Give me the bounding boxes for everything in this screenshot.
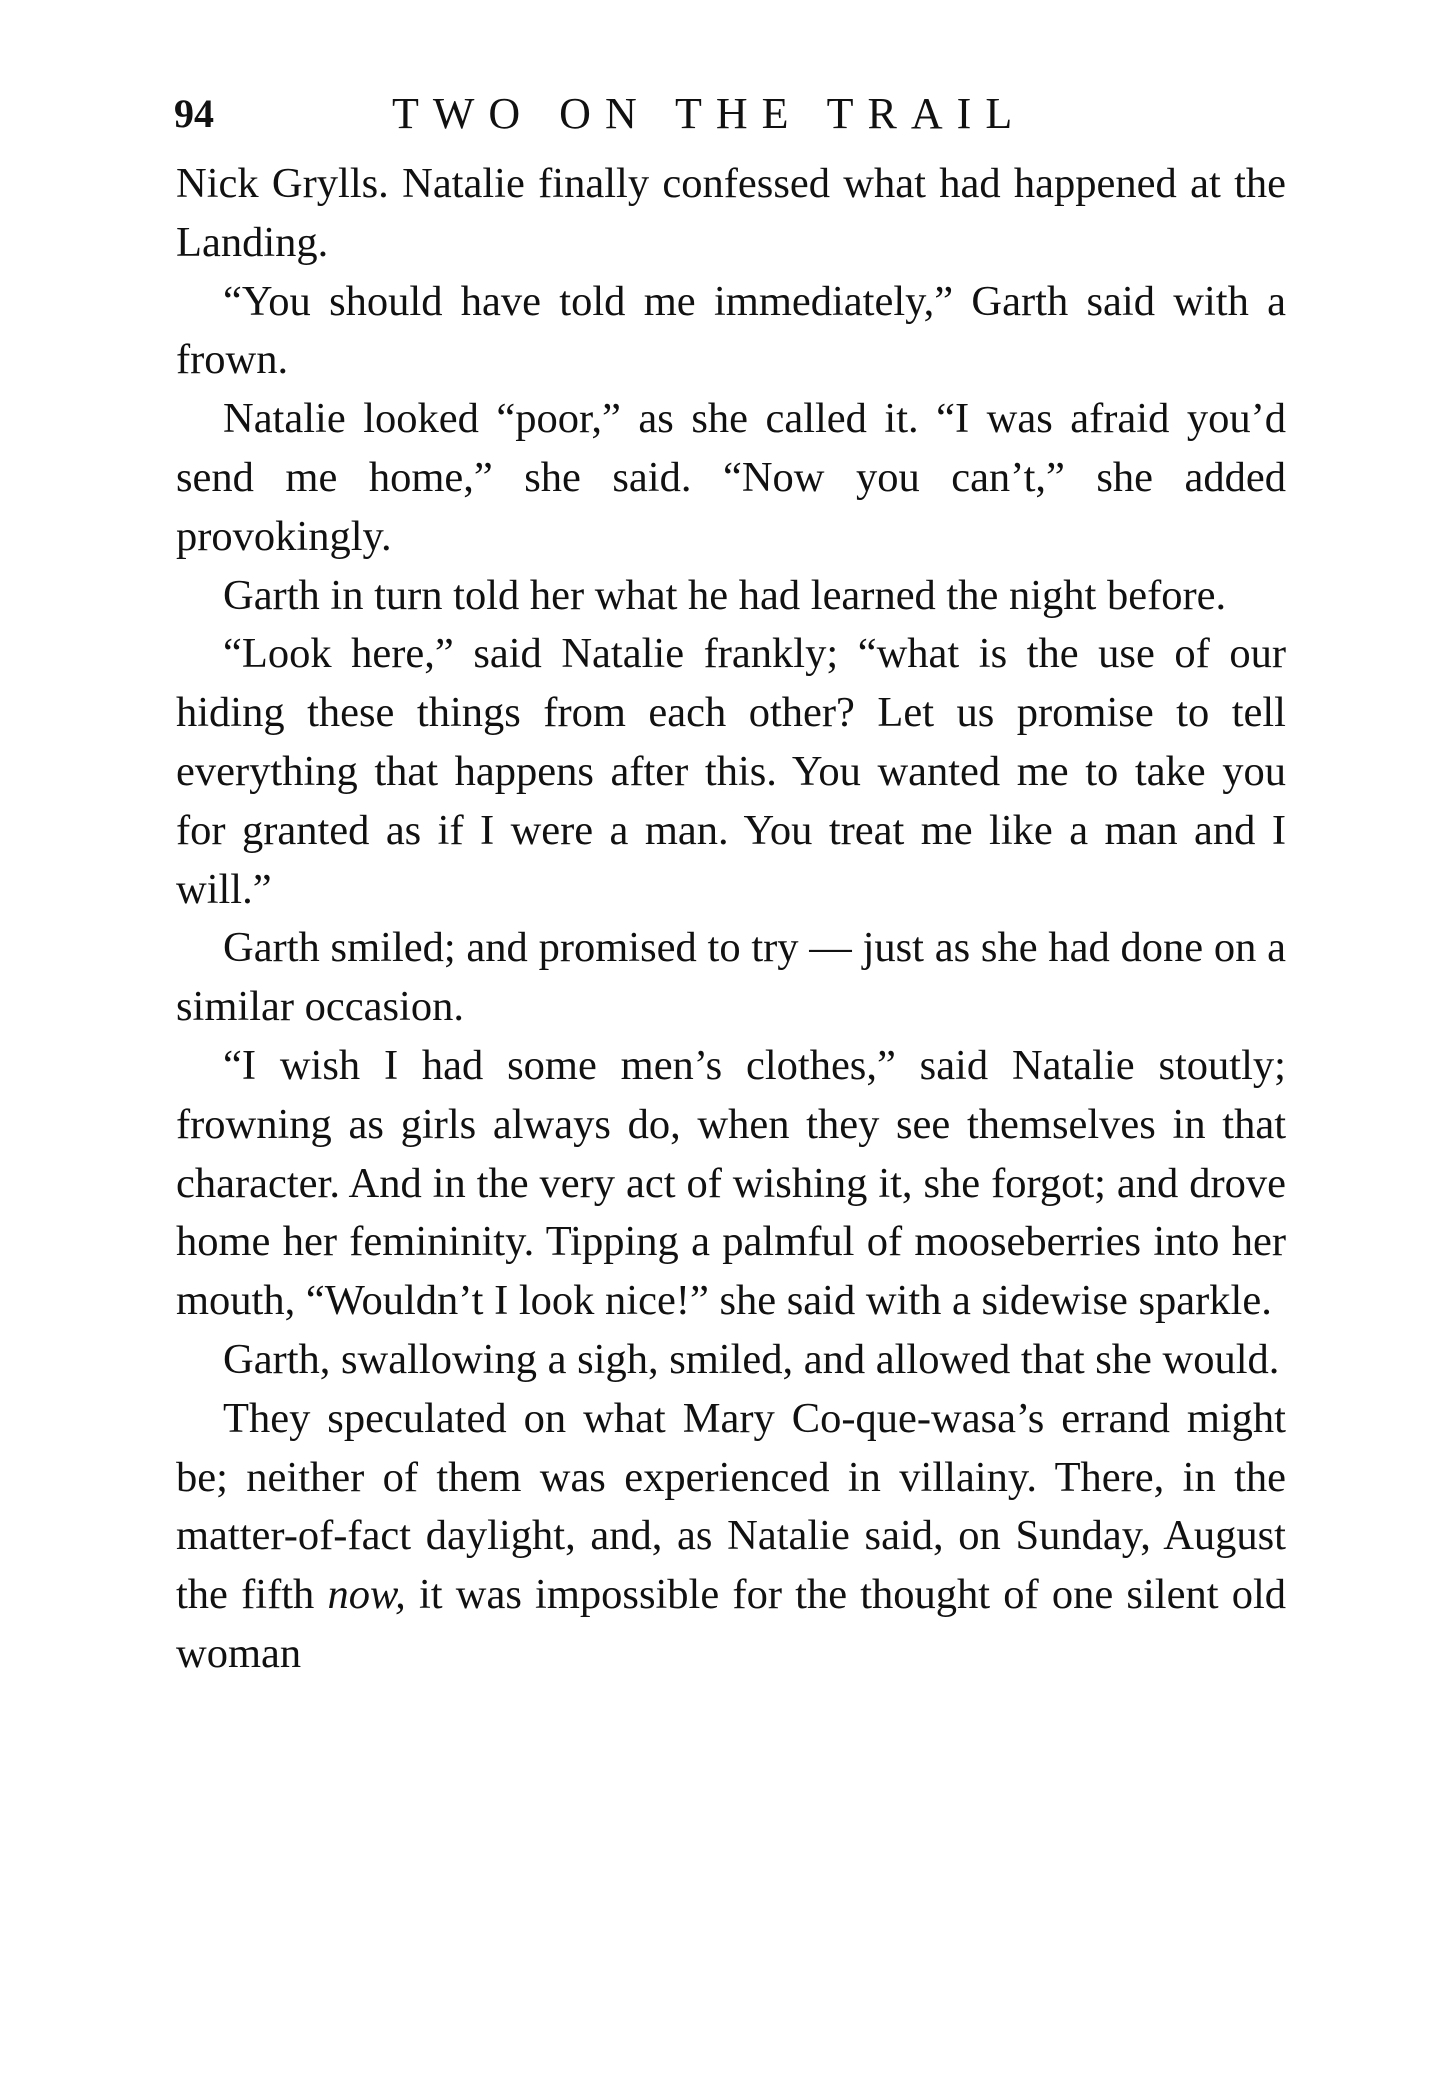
running-head — [174, 84, 1284, 144]
paragraph-8: Garth, swallowing a sigh, smiled, and allowed that she would. — [223, 1335, 1280, 1383]
paragraph-4: Garth in turn told her what he had learned the night before. — [223, 571, 1227, 619]
paragraph-2: “You should have told me immediately,” Garth said with a frown. — [176, 277, 1286, 384]
body-text — [176, 155, 1286, 1684]
running-title: TWO ON THE TRAIL — [392, 89, 1027, 138]
paragraph-9-text-before: They speculated on what Mary Co-que-wasa’s errand might be; neither of them was experienced in villainy. There, in the matter-of-fact daylight, and, as Natalie said, on Sunday, August the fifth — [176, 1394, 1286, 1619]
paragraph-6: Garth smiled; and promised to try — just as she had done on a similar occasion. — [176, 924, 1286, 1031]
page-number: 94 — [174, 91, 214, 136]
paragraph-9-italic: now, — [327, 1571, 406, 1619]
paragraph-5: “Look here,” said Natalie frankly; “what is the use of our hiding these things from each other? Let us promise to tell everything that happens after this. You wanted me to take you for granted as if I were a man. You treat me like a man and I will.” — [176, 630, 1286, 913]
paragraph-9-text-after: it was impossible for the thought of one silent old woman — [176, 1571, 1286, 1677]
paragraph-9 — [176, 1390, 1286, 1684]
paragraph-3: Natalie looked “poor,” as she called it. “I was afraid you’d send me home,” she said. “Now you can’t,” she added provokingly. — [176, 395, 1286, 560]
paragraph-1: Nick Grylls. Natalie finally confessed what had happened at the Landing. — [176, 160, 1286, 266]
paragraph-7: “I wish I had some men’s clothes,” said Natalie stoutly; frowning as girls always do, when they see themselves in that character. And in the very act of wishing it, she forgot; and drove home her femininity. Tipping a palmful of mooseberries into her mouth, “Wouldn’t I look nice!” she said with a sidewise sparkle. — [176, 1041, 1286, 1325]
